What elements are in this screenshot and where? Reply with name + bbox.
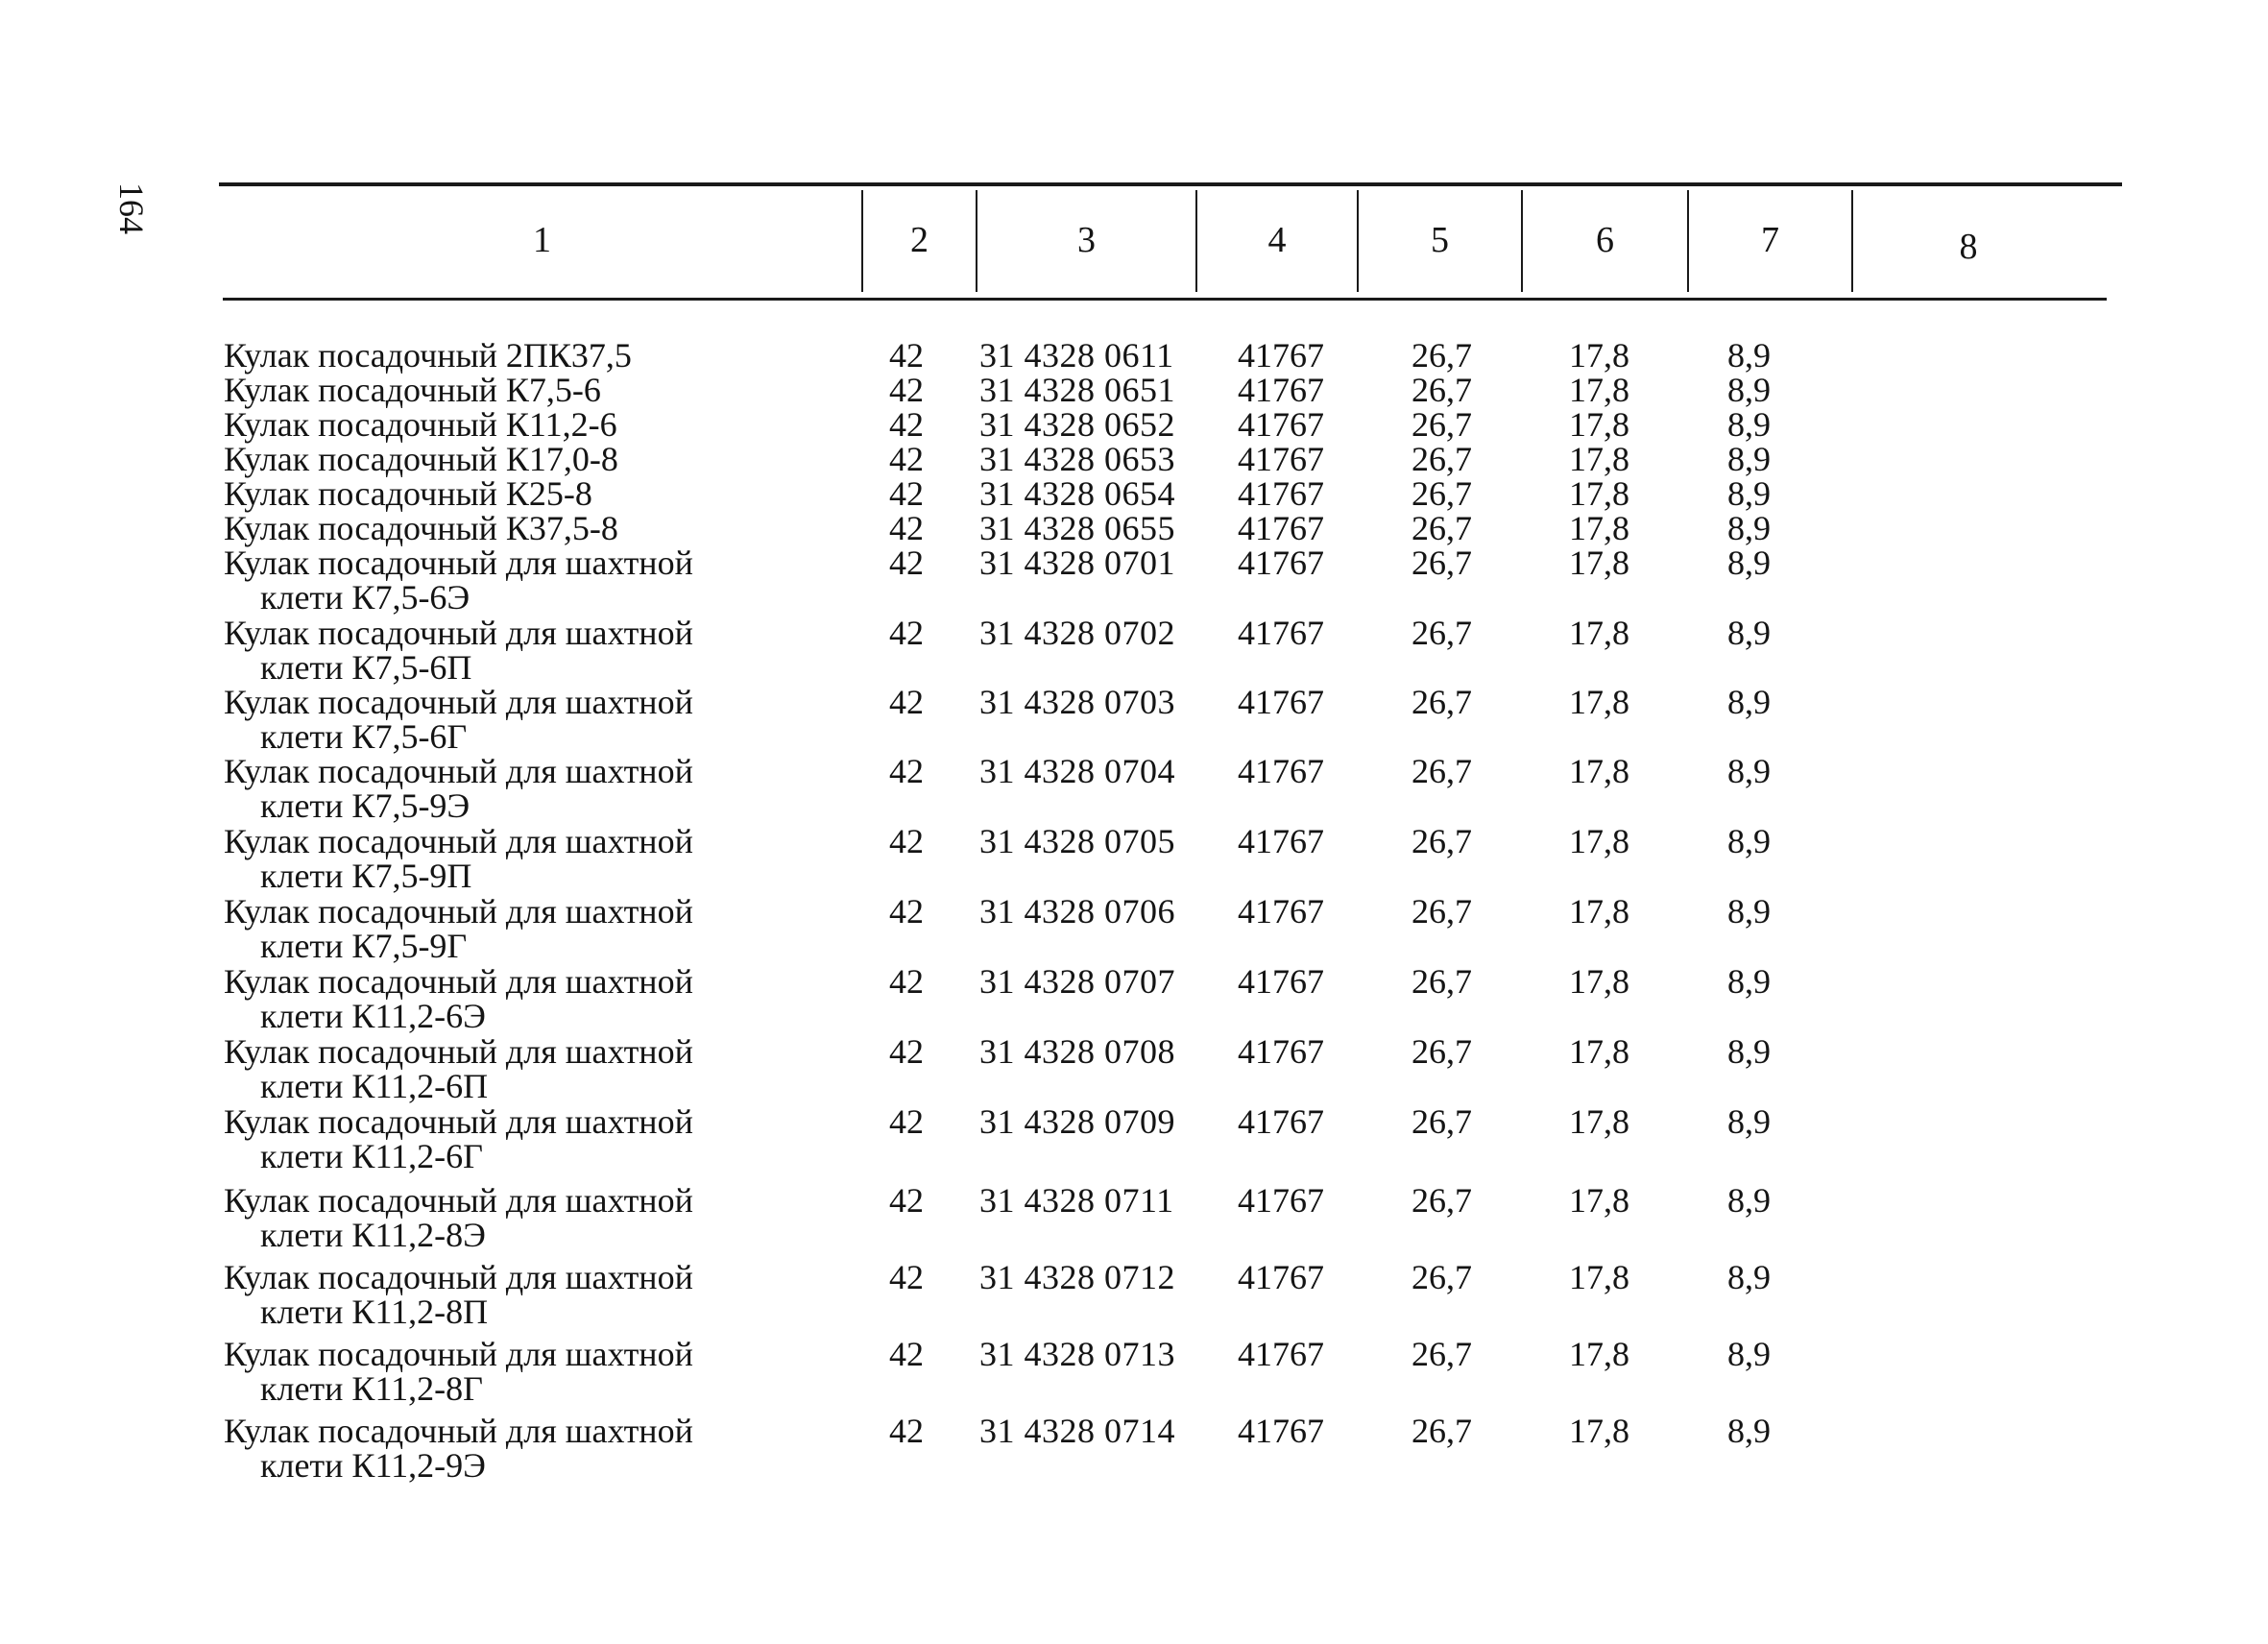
cell-col-2: 42 (889, 1335, 924, 1373)
cell-col-2: 42 (889, 962, 924, 1001)
cell-col-6: 17,8 (1569, 683, 1629, 721)
item-name: Кулак посадочный К25-8 (224, 474, 592, 513)
cell-col-6: 17,8 (1569, 336, 1629, 375)
cell-col-2: 42 (889, 614, 924, 652)
cell-col-4: 41767 (1238, 474, 1324, 513)
cell-col-4: 41767 (1238, 1412, 1324, 1450)
cell-col-3: 31 4328 0712 (979, 1258, 1175, 1296)
cell-col-6: 17,8 (1569, 544, 1629, 582)
cell-col-6: 17,8 (1569, 1181, 1629, 1220)
cell-col-5: 26,7 (1411, 371, 1472, 409)
cell-col-3: 31 4328 0701 (979, 544, 1175, 582)
cell-col-4: 41767 (1238, 822, 1324, 860)
cell-col-6: 17,8 (1569, 1102, 1629, 1141)
cell-col-7: 8,9 (1727, 371, 1771, 409)
cell-col-5: 26,7 (1411, 752, 1472, 790)
cell-col-7: 8,9 (1727, 405, 1771, 444)
cell-col-2: 42 (889, 371, 924, 409)
item-name: Кулак посадочный для шахтной клети К11,2-8Э (224, 1181, 693, 1254)
cell-col-4: 41767 (1238, 752, 1324, 790)
cell-col-5: 26,7 (1411, 962, 1472, 1001)
cell-col-7: 8,9 (1727, 1032, 1771, 1071)
cell-col-6: 17,8 (1569, 892, 1629, 931)
cell-col-3: 31 4328 0713 (979, 1335, 1175, 1373)
cell-col-6: 17,8 (1569, 371, 1629, 409)
cell-col-4: 41767 (1238, 962, 1324, 1001)
cell-col-7: 8,9 (1727, 892, 1771, 931)
item-name: Кулак посадочный для шахтной клети К11,2-6П (224, 1032, 693, 1105)
cell-col-4: 41767 (1238, 614, 1324, 652)
cell-col-3: 31 4328 0652 (979, 405, 1175, 444)
cell-col-6: 17,8 (1569, 509, 1629, 547)
table-header-rule (223, 298, 2107, 301)
cell-col-2: 42 (889, 1412, 924, 1450)
item-name: Кулак посадочный К37,5-8 (224, 509, 618, 547)
item-name: Кулак посадочный для шахтной клети К7,5-6Э (224, 544, 693, 616)
item-name: Кулак посадочный для шахтной клети К7,5-6П (224, 614, 693, 687)
cell-col-4: 41767 (1238, 1335, 1324, 1373)
item-name: Кулак посадочный для шахтной клети К7,5-9П (224, 822, 693, 895)
cell-col-3: 31 4328 0654 (979, 474, 1175, 513)
cell-col-6: 17,8 (1569, 1258, 1629, 1296)
item-name: Кулак посадочный для шахтной клети К7,5-9Г (224, 892, 693, 965)
cell-col-7: 8,9 (1727, 544, 1771, 582)
cell-col-7: 8,9 (1727, 1335, 1771, 1373)
item-name: Кулак посадочный для шахтной клети К11,2-6Г (224, 1102, 693, 1175)
cell-col-5: 26,7 (1411, 1258, 1472, 1296)
cell-col-3: 31 4328 0655 (979, 509, 1175, 547)
cell-col-5: 26,7 (1411, 474, 1472, 513)
cell-col-7: 8,9 (1727, 336, 1771, 375)
cell-col-5: 26,7 (1411, 1102, 1472, 1141)
cell-col-5: 26,7 (1411, 336, 1472, 375)
cell-col-5: 26,7 (1411, 614, 1472, 652)
cell-col-2: 42 (889, 440, 924, 478)
table-top-rule (219, 182, 2122, 186)
cell-col-3: 31 4328 0653 (979, 440, 1175, 478)
cell-col-5: 26,7 (1411, 509, 1472, 547)
item-name: Кулак посадочный для шахтной клети К7,5-9Э (224, 752, 693, 825)
cell-col-6: 17,8 (1569, 1032, 1629, 1071)
cell-col-4: 41767 (1238, 683, 1324, 721)
cell-col-6: 17,8 (1569, 752, 1629, 790)
item-name: Кулак посадочный для шахтной клети К11,2-8Г (224, 1335, 693, 1408)
column-header-6: 6 (1596, 220, 1614, 260)
item-name: Кулак посадочный К11,2-6 (224, 405, 617, 444)
cell-col-5: 26,7 (1411, 892, 1472, 931)
cell-col-5: 26,7 (1411, 1335, 1472, 1373)
cell-col-3: 31 4328 0711 (979, 1181, 1174, 1220)
item-name: Кулак посадочный К7,5-6 (224, 371, 601, 409)
cell-col-7: 8,9 (1727, 752, 1771, 790)
cell-col-3: 31 4328 0705 (979, 822, 1175, 860)
cell-col-5: 26,7 (1411, 544, 1472, 582)
cell-col-3: 31 4328 0704 (979, 752, 1175, 790)
cell-col-2: 42 (889, 683, 924, 721)
item-name: Кулак посадочный для шахтной клети К11,2-9Э (224, 1412, 693, 1485)
item-name: Кулак посадочный для шахтной клети К11,2-8П (224, 1258, 693, 1331)
column-header-8: 8 (1959, 227, 1978, 267)
cell-col-6: 17,8 (1569, 474, 1629, 513)
cell-col-2: 42 (889, 1102, 924, 1141)
cell-col-2: 42 (889, 474, 924, 513)
cell-col-6: 17,8 (1569, 405, 1629, 444)
cell-col-3: 31 4328 0709 (979, 1102, 1175, 1141)
cell-col-2: 42 (889, 1032, 924, 1071)
cell-col-2: 42 (889, 1181, 924, 1220)
column-header-5: 5 (1431, 220, 1449, 260)
cell-col-4: 41767 (1238, 440, 1324, 478)
cell-col-5: 26,7 (1411, 1181, 1472, 1220)
cell-col-6: 17,8 (1569, 962, 1629, 1001)
cell-col-3: 31 4328 0708 (979, 1032, 1175, 1071)
cell-col-3: 31 4328 0706 (979, 892, 1175, 931)
column-header-2: 2 (910, 220, 929, 260)
cell-col-7: 8,9 (1727, 509, 1771, 547)
cell-col-5: 26,7 (1411, 440, 1472, 478)
cell-col-2: 42 (889, 544, 924, 582)
cell-col-4: 41767 (1238, 1258, 1324, 1296)
item-name: Кулак посадочный К17,0-8 (224, 440, 618, 478)
cell-col-6: 17,8 (1569, 614, 1629, 652)
cell-col-2: 42 (889, 509, 924, 547)
cell-col-5: 26,7 (1411, 405, 1472, 444)
cell-col-7: 8,9 (1727, 1258, 1771, 1296)
column-header-7: 7 (1761, 220, 1779, 260)
cell-col-7: 8,9 (1727, 1181, 1771, 1220)
cell-col-7: 8,9 (1727, 614, 1771, 652)
item-name: Кулак посадочный для шахтной клети К7,5-6Г (224, 683, 693, 756)
cell-col-2: 42 (889, 336, 924, 375)
cell-col-4: 41767 (1238, 1032, 1324, 1071)
cell-col-3: 31 4328 0714 (979, 1412, 1175, 1450)
cell-col-6: 17,8 (1569, 1335, 1629, 1373)
cell-col-6: 17,8 (1569, 1412, 1629, 1450)
cell-col-5: 26,7 (1411, 1412, 1472, 1450)
cell-col-3: 31 4328 0651 (979, 371, 1175, 409)
cell-col-7: 8,9 (1727, 683, 1771, 721)
cell-col-7: 8,9 (1727, 474, 1771, 513)
cell-col-7: 8,9 (1727, 440, 1771, 478)
cell-col-5: 26,7 (1411, 1032, 1472, 1071)
cell-col-7: 8,9 (1727, 1102, 1771, 1141)
column-header-4: 4 (1267, 220, 1287, 260)
column-header-1: 1 (533, 220, 551, 260)
cell-col-4: 41767 (1238, 371, 1324, 409)
cell-col-2: 42 (889, 752, 924, 790)
cell-col-3: 31 4328 0611 (979, 336, 1174, 375)
cell-col-3: 31 4328 0707 (979, 962, 1175, 1001)
cell-col-4: 41767 (1238, 405, 1324, 444)
cell-col-2: 42 (889, 1258, 924, 1296)
cell-col-4: 41767 (1238, 509, 1324, 547)
item-name: Кулак посадочный 2ПК37,5 (224, 336, 632, 375)
cell-col-4: 41767 (1238, 892, 1324, 931)
cell-col-7: 8,9 (1727, 822, 1771, 860)
cell-col-4: 41767 (1238, 336, 1324, 375)
cell-col-5: 26,7 (1411, 822, 1472, 860)
cell-col-2: 42 (889, 822, 924, 860)
cell-col-4: 41767 (1238, 1102, 1324, 1141)
cell-col-2: 42 (889, 892, 924, 931)
cell-col-2: 42 (889, 405, 924, 444)
item-name: Кулак посадочный для шахтной клети К11,2-6Э (224, 962, 693, 1035)
cell-col-6: 17,8 (1569, 822, 1629, 860)
cell-col-3: 31 4328 0703 (979, 683, 1175, 721)
cell-col-6: 17,8 (1569, 440, 1629, 478)
cell-col-4: 41767 (1238, 544, 1324, 582)
cell-col-7: 8,9 (1727, 1412, 1771, 1450)
page-number: 164 (112, 182, 151, 234)
column-header-3: 3 (1077, 220, 1096, 260)
cell-col-3: 31 4328 0702 (979, 614, 1175, 652)
cell-col-4: 41767 (1238, 1181, 1324, 1220)
cell-col-7: 8,9 (1727, 962, 1771, 1001)
cell-col-5: 26,7 (1411, 683, 1472, 721)
